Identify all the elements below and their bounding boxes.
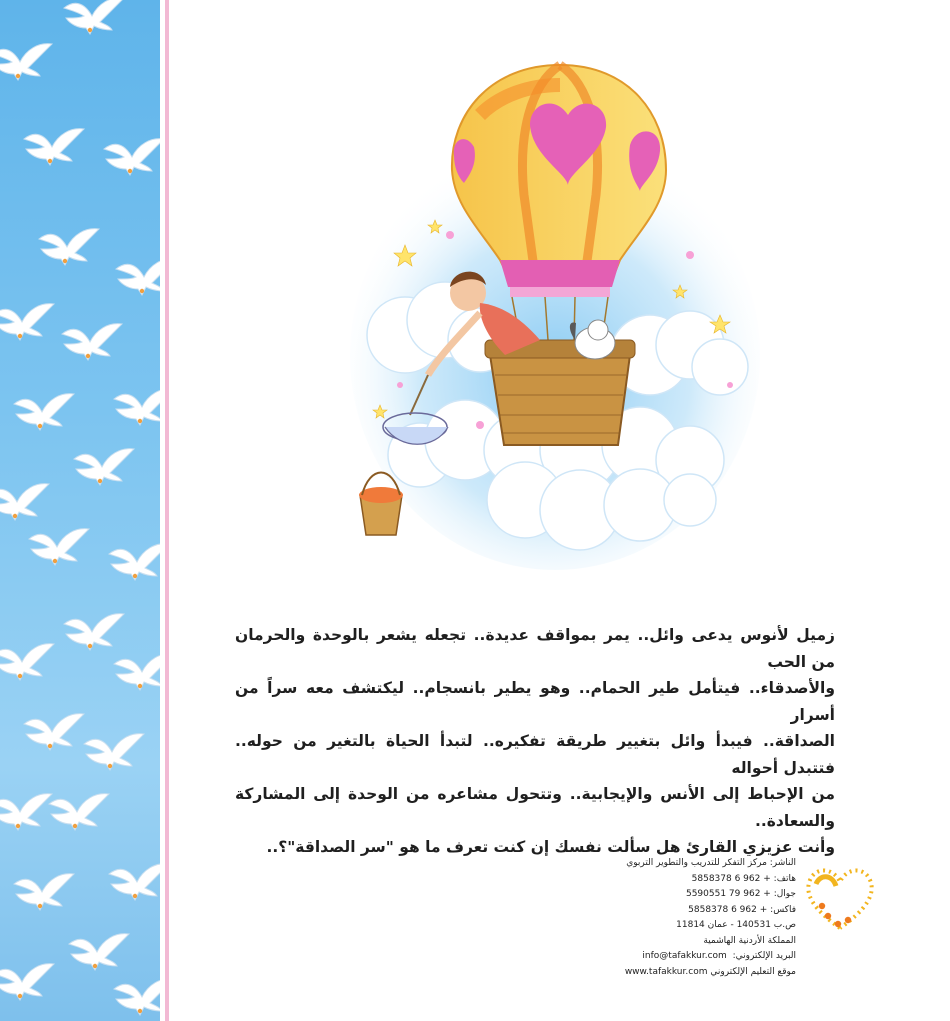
hot-air-balloon-illustration [340, 55, 760, 575]
dove-icon [112, 255, 160, 305]
dove-icon [0, 40, 58, 90]
dove-icon [10, 870, 80, 920]
publisher-name: الناشر: مركز التفكر للتدريب والتطوير التربوي [626, 858, 796, 868]
dove-icon [0, 480, 55, 530]
pink-divider [165, 0, 169, 1021]
phone-line [560, 872, 796, 888]
dove-icon [105, 860, 160, 910]
dove-icon [25, 525, 95, 575]
dove-icon [110, 385, 160, 435]
mobile-number: 5590551 79 962 + [685, 889, 771, 899]
dove-icon [105, 540, 160, 590]
dove-icon [0, 640, 60, 690]
country-line: المملكة الأردنية الهاشمية [703, 935, 796, 946]
story-line: زميل لأنوس يدعى وائل.. يمر بمواقف عديدة.. تجعله يشعر بالوحدة والحرمان من الحب [235, 626, 835, 671]
heart-dots-logo [800, 858, 880, 938]
dove-icon [10, 390, 80, 440]
fax-label: فاكس: [770, 904, 796, 915]
dove-icon [80, 730, 150, 780]
sky-doves-border [0, 0, 160, 1021]
publisher-info [560, 856, 796, 980]
story-line: الصداقة.. فيبدأ وائل بتغيير طريقة تفكيره.. لتبدأ الحياة بالتغير من حوله.. فتتبدل أحواله [235, 732, 835, 777]
email-address[interactable]: info@tafakkur.com [642, 951, 727, 961]
elearning-line [560, 965, 796, 981]
back-cover-story [235, 622, 835, 861]
story-line: والأصدقاء.. فيتأمل طير الحمام.. وهو يطير بانسجام.. ليكتشف معه سراً من أسرار [235, 679, 835, 724]
dove-icon [100, 135, 160, 185]
email-label: البريد الإلكتروني: [732, 951, 796, 961]
dove-icon [35, 225, 105, 275]
dove-icon [65, 930, 135, 980]
dove-icon [20, 125, 90, 175]
dove-icon [110, 650, 160, 700]
dove-icon [60, 0, 130, 44]
dove-icon [45, 790, 115, 840]
story-line: من الإحباط إلى الأنس والإيجابية.. وتتحول مشاعره من الوحدة إلى المشاركة والسعادة.. [235, 785, 835, 830]
story-line: وأنت عزيزي القارئ هل سألت نفسك إن كنت تعرف ما هو "سر الصداقة"؟.. [266, 838, 835, 856]
pobox-line: ص.ب 140531 - عمان 11814 [676, 920, 796, 930]
phone-label: هاتف: [773, 873, 796, 884]
dove-icon [110, 975, 160, 1021]
fax-line [560, 903, 796, 919]
elearning-url[interactable]: www.tafakkur.com [624, 966, 708, 977]
dove-icon [0, 300, 60, 350]
dove-icon [70, 445, 140, 495]
email-line [560, 949, 796, 965]
dove-icon [58, 320, 128, 370]
phone-number: 5858378 6 962 + [691, 873, 771, 884]
mobile-line [560, 887, 796, 903]
fax-number: 5858378 6 962 + [688, 904, 768, 915]
dove-icon [0, 960, 60, 1010]
mobile-label: جوال: [773, 889, 796, 899]
elearning-label: موقع التعليم الإلكتروني [710, 966, 796, 977]
